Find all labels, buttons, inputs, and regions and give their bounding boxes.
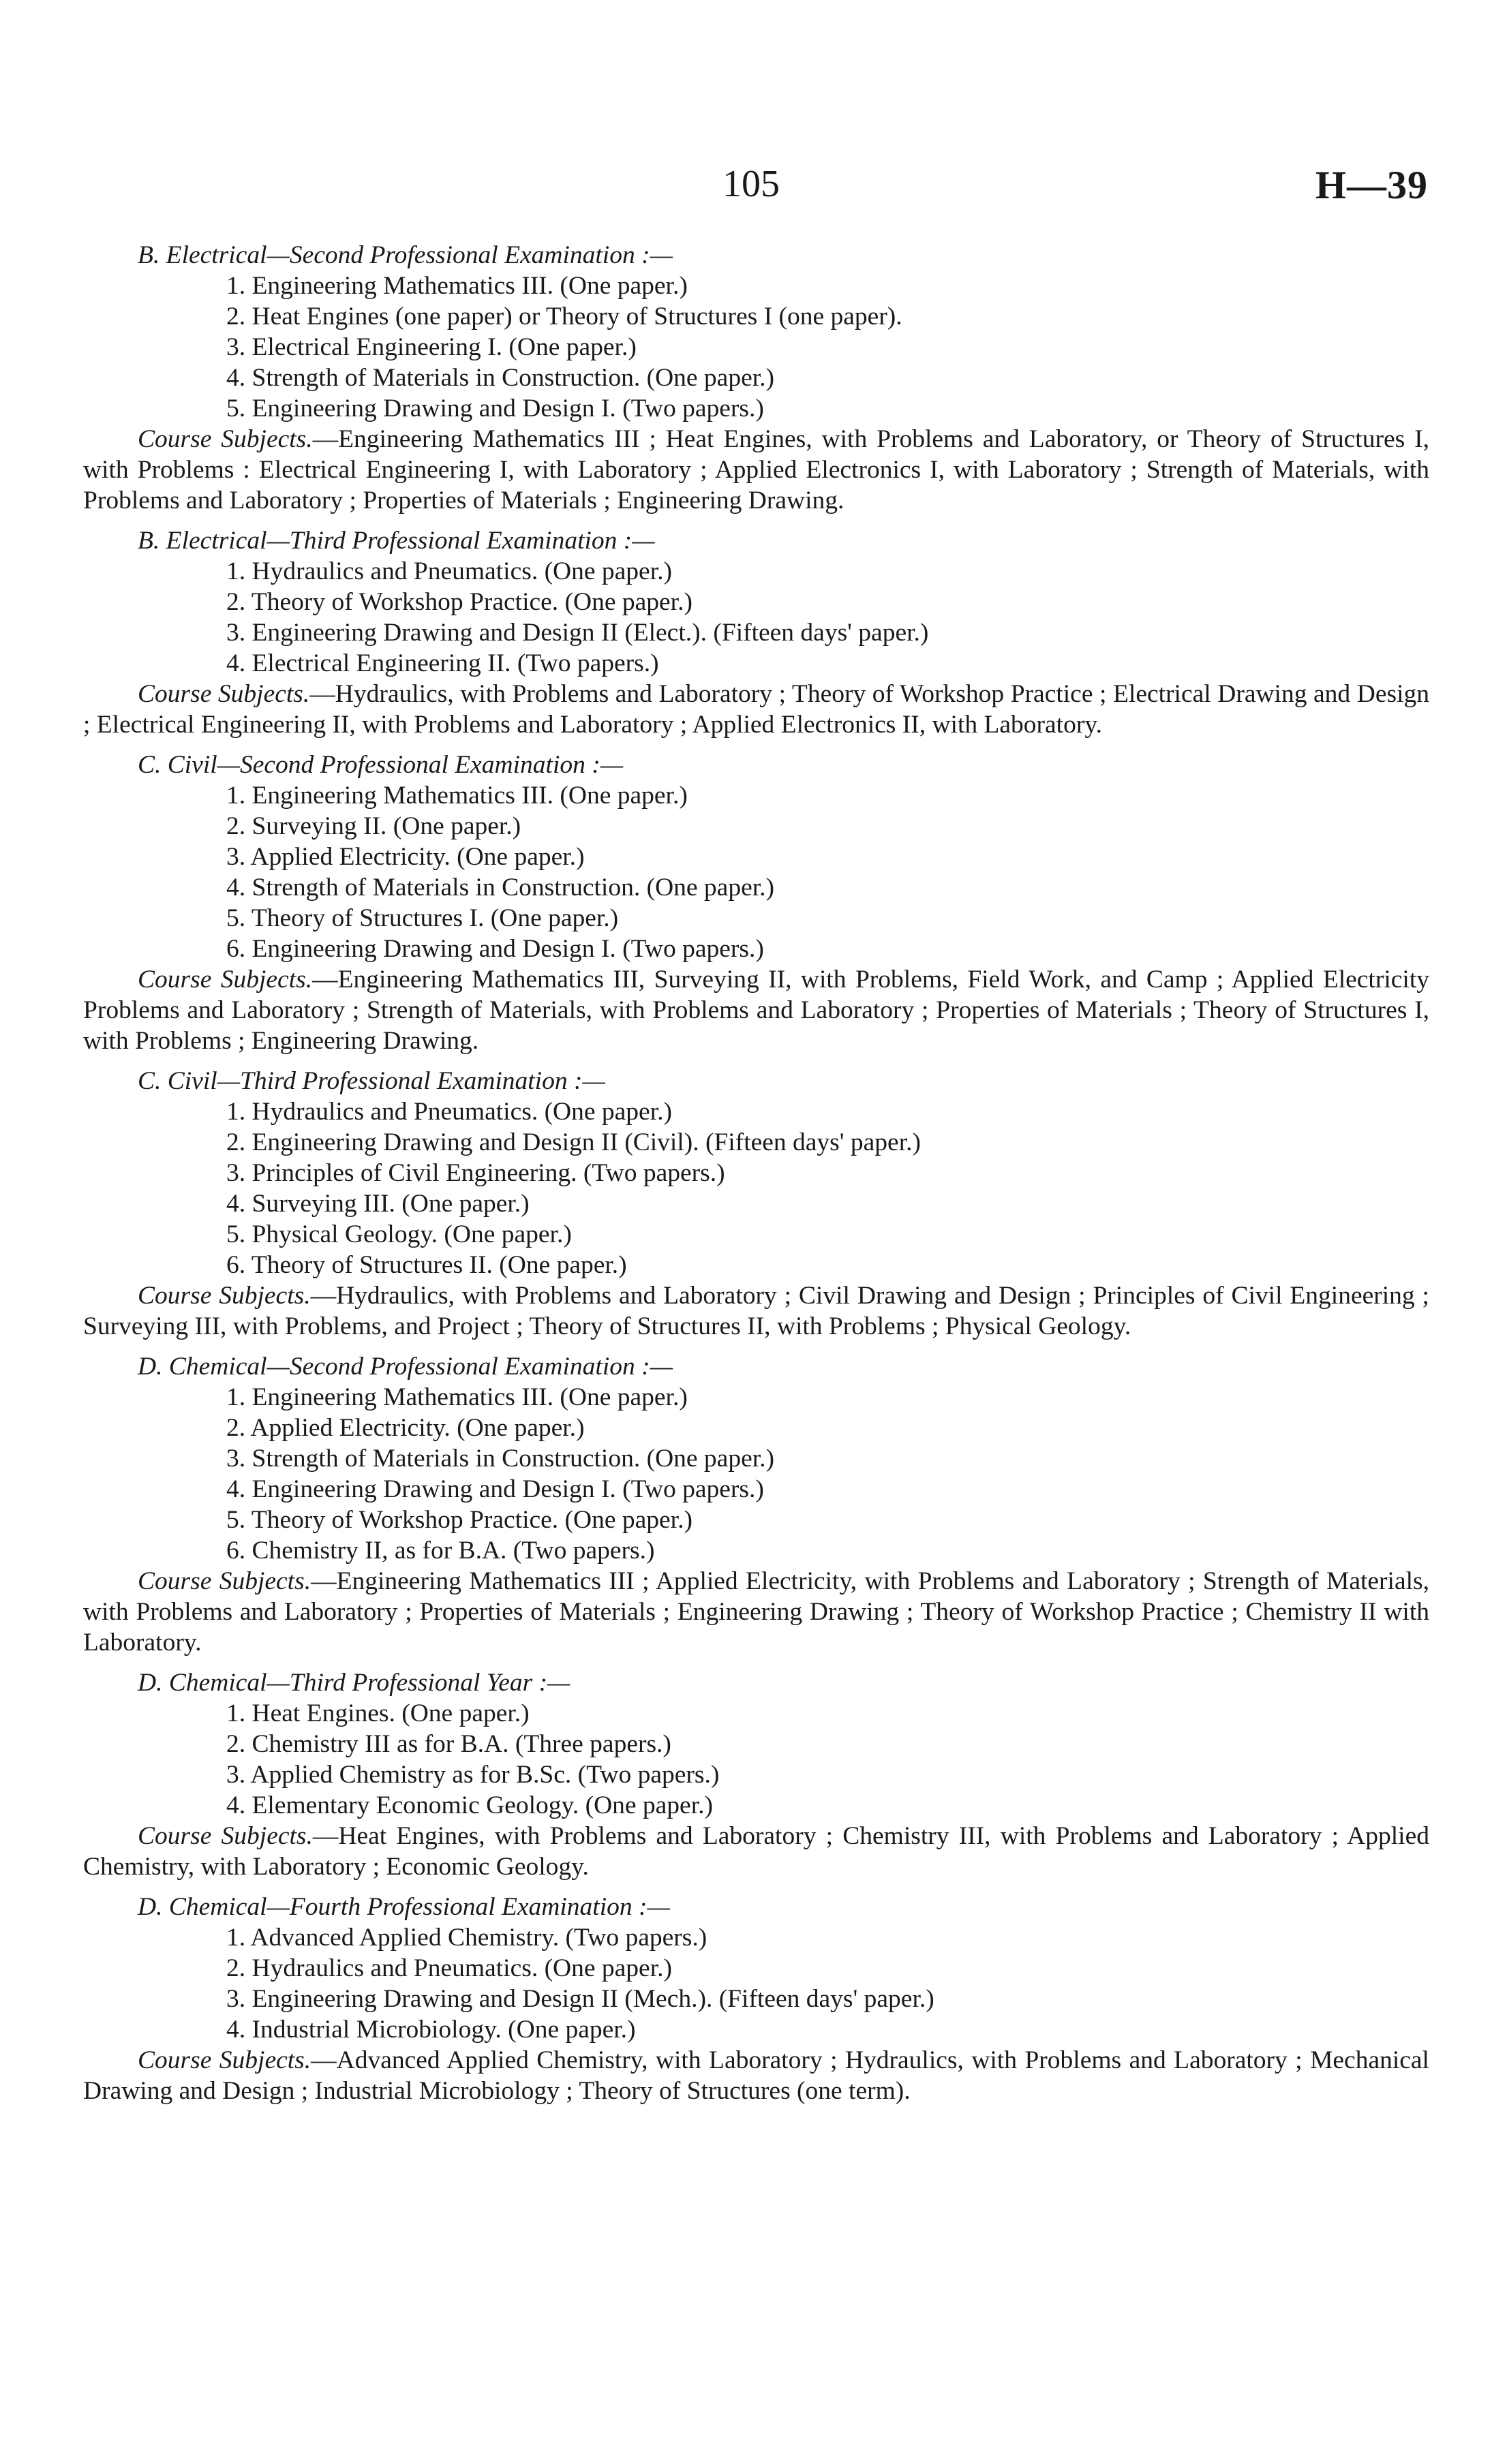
section-electrical-second <box>83 240 1429 516</box>
course-subjects-label: Course Subjects. <box>138 680 310 708</box>
list-item: 2. Heat Engines (one paper) or Theory of Structures I (one paper). <box>226 303 902 330</box>
course-subjects-paragraph <box>83 2045 1429 2106</box>
page-number: 105 <box>722 163 780 205</box>
exam-paper-list <box>83 271 1429 424</box>
course-subjects-label: Course Subjects. <box>138 1282 311 1310</box>
list-item: 2. Engineering Drawing and Design II (Civil). (Fifteen days' paper.) <box>226 1128 921 1156</box>
list-item: 2. Surveying II. (One paper.) <box>226 812 521 840</box>
course-subjects-text: —Hydraulics, with Problems and Laboratory ; Civil Drawing and Design ; Principles of Civil Engineering ; Surveying III, with Problems, and Project ; Theory of Structures II, with Problems ; Physical Geology. <box>83 1282 1429 1340</box>
section-heading: B. Electrical—Third Professional Examination :— <box>138 527 655 555</box>
section-heading: C. Civil—Third Professional Examination :— <box>138 1067 605 1095</box>
section-chemical-second <box>83 1351 1429 1658</box>
exam-paper-list <box>83 1922 1429 2045</box>
course-subjects-paragraph <box>83 424 1429 516</box>
list-item: 2. Theory of Workshop Practice. (One paper.) <box>226 588 692 616</box>
section-heading: D. Chemical—Third Professional Year :— <box>138 1669 570 1697</box>
list-item: 1. Hydraulics and Pneumatics. (One paper.) <box>226 1098 672 1126</box>
course-subjects-paragraph <box>83 1566 1429 1658</box>
list-item: 1. Hydraulics and Pneumatics. (One paper.) <box>226 557 672 585</box>
list-item: 3. Engineering Drawing and Design II (Elect.). (Fifteen days' paper.) <box>226 619 929 647</box>
list-item: 3. Electrical Engineering I. (One paper.) <box>226 333 637 361</box>
section-electrical-third <box>83 525 1429 740</box>
list-item: 5. Physical Geology. (One paper.) <box>226 1220 572 1248</box>
list-item: 4. Engineering Drawing and Design I. (Two papers.) <box>226 1475 764 1503</box>
course-subjects-text: —Engineering Mathematics III ; Heat Engines, with Problems and Laboratory, or Theory of Structures I, with Problems : Electrical Engineering I, with Laboratory ; Applied Electronics I, with Laboratory ; Strength of Materials, with Problems and Laboratory ; Properties of Materials ; Engineering Drawing. <box>83 425 1429 514</box>
course-subjects-paragraph <box>83 1280 1429 1342</box>
exam-paper-list <box>83 1382 1429 1566</box>
exam-paper-list <box>83 780 1429 964</box>
course-subjects-text: —Engineering Mathematics III, Surveying II, with Problems, Field Work, and Camp ; Applied Electricity Problems and Laboratory ; Strength of Materials, with Problems and Laboratory ; Properties of Materials ; Theory of Structures I, with Problems ; Engineering Drawing. <box>83 966 1429 1055</box>
section-heading: C. Civil—Second Professional Examination :— <box>138 751 624 779</box>
list-item: 5. Theory of Workshop Practice. (One paper.) <box>226 1506 692 1534</box>
list-item: 4. Elementary Economic Geology. (One paper.) <box>226 1791 713 1819</box>
list-item: 3. Applied Electricity. (One paper.) <box>226 843 585 871</box>
exam-paper-list <box>83 1698 1429 1821</box>
course-subjects-text: —Hydraulics, with Problems and Laboratory ; Theory of Workshop Practice ; Electrical Drawing and Design ; Electrical Engineering II, with Problems and Laboratory ; Applied Electronics II, with Laboratory. <box>83 680 1429 739</box>
list-item: 4. Surveying III. (One paper.) <box>226 1190 530 1218</box>
list-item: 6. Theory of Structures II. (One paper.) <box>226 1251 627 1279</box>
list-item: 1. Engineering Mathematics III. (One paper.) <box>226 782 688 810</box>
document-reference: H—39 <box>1315 163 1428 207</box>
section-heading: B. Electrical—Second Professional Examination :— <box>138 241 673 269</box>
list-item: 6. Engineering Drawing and Design I. (Two papers.) <box>226 935 764 963</box>
list-item: 4. Strength of Materials in Construction. (One paper.) <box>226 364 774 392</box>
list-item: 2. Chemistry III as for B.A. (Three papers.) <box>226 1730 671 1758</box>
course-subjects-label: Course Subjects. <box>138 1567 311 1595</box>
exam-paper-list <box>83 1096 1429 1280</box>
course-subjects-label: Course Subjects. <box>138 425 313 453</box>
course-subjects-text: —Advanced Applied Chemistry, with Laboratory ; Hydraulics, with Problems and Laboratory ; Mechanical Drawing and Design ; Industrial Microbiology ; Theory of Structures (one term). <box>83 2046 1429 2105</box>
section-chemical-fourth <box>83 1892 1429 2106</box>
list-item: 3. Strength of Materials in Construction. (One paper.) <box>226 1445 774 1473</box>
list-item: 1. Engineering Mathematics III. (One paper.) <box>226 1383 688 1411</box>
course-subjects-text: —Heat Engines, with Problems and Laboratory ; Chemistry III, with Problems and Laboratory ; Applied Chemistry, with Laboratory ; Economic Geology. <box>83 1822 1429 1881</box>
list-item: 4. Strength of Materials in Construction. (One paper.) <box>226 874 774 902</box>
list-item: 2. Applied Electricity. (One paper.) <box>226 1414 585 1442</box>
course-subjects-label: Course Subjects. <box>138 966 313 994</box>
course-subjects-paragraph <box>83 679 1429 740</box>
exam-paper-list <box>83 556 1429 679</box>
course-subjects-label: Course Subjects. <box>138 1822 313 1850</box>
list-item: 1. Heat Engines. (One paper.) <box>226 1699 530 1727</box>
list-item: 4. Industrial Microbiology. (One paper.) <box>226 2016 636 2044</box>
list-item: 6. Chemistry II, as for B.A. (Two papers.) <box>226 1537 655 1565</box>
list-item: 4. Electrical Engineering II. (Two papers.) <box>226 649 659 677</box>
list-item: 1. Engineering Mathematics III. (One paper.) <box>226 272 688 300</box>
section-civil-third <box>83 1066 1429 1342</box>
list-item: 3. Applied Chemistry as for B.Sc. (Two papers.) <box>226 1761 720 1789</box>
section-chemical-third <box>83 1667 1429 1882</box>
course-subjects-paragraph <box>83 964 1429 1056</box>
list-item: 5. Theory of Structures I. (One paper.) <box>226 904 619 932</box>
course-subjects-label: Course Subjects. <box>138 2046 311 2074</box>
section-civil-second <box>83 750 1429 1056</box>
list-item: 5. Engineering Drawing and Design I. (Two papers.) <box>226 395 764 422</box>
list-item: 1. Advanced Applied Chemistry. (Two papers.) <box>226 1924 707 1952</box>
document-body <box>83 240 1429 2116</box>
list-item: 3. Principles of Civil Engineering. (Two papers.) <box>226 1159 725 1187</box>
section-heading: D. Chemical—Second Professional Examination :— <box>138 1353 673 1381</box>
section-heading: D. Chemical—Fourth Professional Examination :— <box>138 1893 670 1921</box>
page-header <box>0 162 1507 217</box>
list-item: 3. Engineering Drawing and Design II (Mech.). (Fifteen days' paper.) <box>226 1985 934 2013</box>
course-subjects-text: —Engineering Mathematics III ; Applied Electricity, with Problems and Laboratory ; Strength of Materials, with Problems and Laboratory ; Properties of Materials ; Engineering Drawing ; Theory of Workshop Practice ; Chemistry II with Laboratory. <box>83 1567 1429 1657</box>
list-item: 2. Hydraulics and Pneumatics. (One paper.) <box>226 1954 672 1982</box>
course-subjects-paragraph <box>83 1821 1429 1882</box>
